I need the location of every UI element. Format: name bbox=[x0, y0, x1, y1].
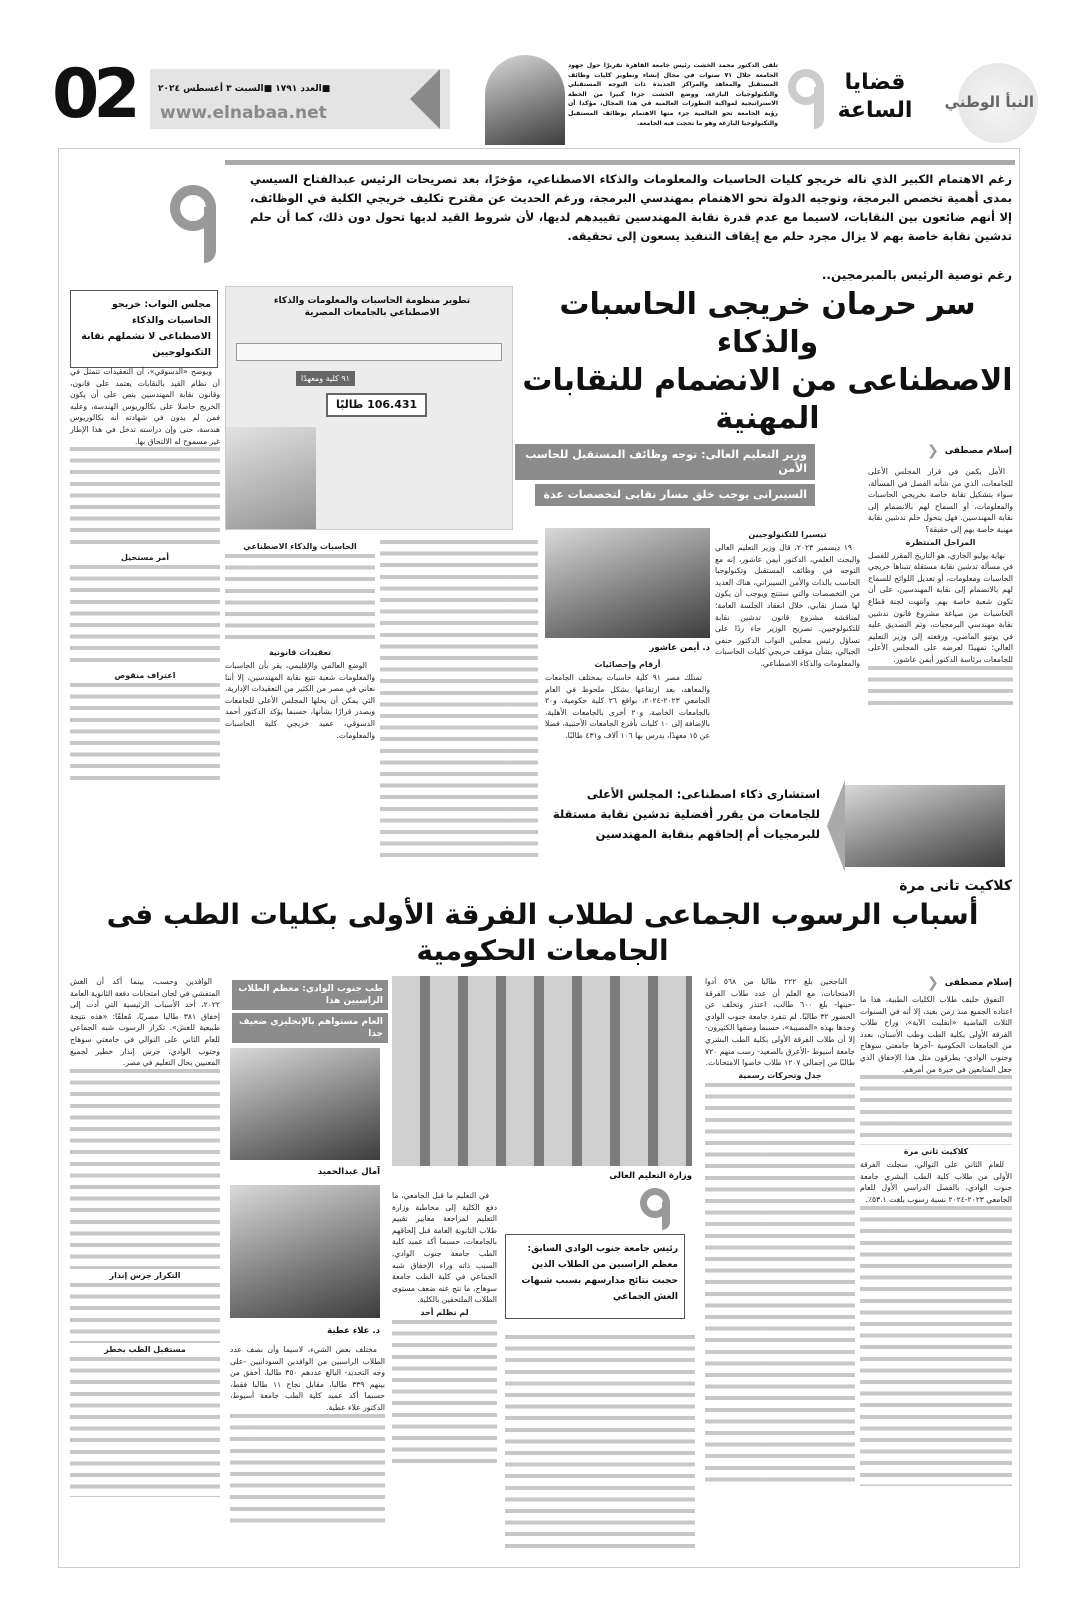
a2-column-3b bbox=[505, 1335, 695, 1555]
section-nine-mark bbox=[788, 69, 828, 129]
column-6: الحاسبات والذكاء الاصطناعي تعقيدات قانونية الوضع العالمي والإقليمي، يقر بأن الحاسبات والمعلومات شعبة تتبع نقابة المهندسين، إلا أننا نعاني في مصر من الكثير من التعقيدات الإدارية، التي يمكن أن يحلها المجلس الأعلى للجامعات ويصدر قرارًا بشأنها، حسبما يؤكد الدكتور أحمد الدسوقي، عميد خريجي كلية الحاسبات والمعلومات. bbox=[225, 542, 375, 740]
caption-building: وزارة التعليم العالى bbox=[609, 1171, 692, 1181]
chevron-right-icon bbox=[827, 780, 845, 872]
issue-info: ■العدد ١٧٩١ ■السبت ٣ أغسطس ٢٠٢٤ bbox=[158, 84, 331, 94]
sidebox: مجلس النواب: خريجو الحاسبات والذكاء الاصطناعى لا تشملهم نقابة التكنولوجيين bbox=[70, 290, 218, 368]
photo-amal bbox=[230, 1048, 380, 1160]
subhead-1: وزير التعليم العالى: توجه وظائف المستقبل للحاسب الأمن bbox=[515, 444, 815, 480]
subhead-2: السيبرانى يوجب خلق مسار نقابى لتخصصات عدة bbox=[535, 484, 815, 506]
quote-text: استشارى ذكاء اصطناعى: المجلس الأعلى للجامعات من يقرر أفضلية تدشين نقابة مستقلة للبرمجيات أم إلحاقهم بنقابة المهندسين bbox=[552, 787, 820, 841]
photo-ministry-building bbox=[392, 976, 692, 1166]
page-number: 02 bbox=[52, 55, 135, 134]
a2-column-2: الناجحين بلغ ٢٢٢ طالبا من ٥٦٨ أدوا الامتحانات، مع العلم أن عدد طلاب الفرقة -حينها- بلغ ٦٠٠ طالب، اعتذر وتخلف عن الحضور ٣٢ طالبًا. لم تنفرد جامعة جنوب الوادي وحدها بهذه «المصيبة»، حسبما وصفها الكثيرون- إلا أن طلاب الفرقة الأولى بكلية الطب البشري جامعة أسيوط -الأعرق بالصعيد- رسب منهم ٧٢٠ طالبًا من إجمالي ١٢٠٧ طلاب خاضوا الامتحانات. جدل وتحركات رسمية bbox=[705, 976, 855, 1483]
a2-column-1: التفوق حليف طلاب الكليات الطبية، هذا ما اعتاده الجميع منذ زمن بعيد، إلا أنه في السنوات الثلاث الماضية «انقلبت الآية»، وراح طلاب الفرقة الأولى بكلية الطب وطب الأسنان، بعدد من الجامعات الحكومية -آخرها جامعتي سوهاج وجنوب الوادي- يطرقون مثل هذا الإخفاق الذي جعل المتابعين في حيرة من أمرهم. كلاكيت ثاني مرة للعام الثاني على التوالي، سجلت الفرقة الأولى من طلاب كلية الطب البشري جامعة جنوب الوادي، بالفصل الدراسي الأول للعام الجامعي ٢٠٢٣-٢٠٢٤ نسبة رسوب بلغت ٥٣.١٪. bbox=[860, 994, 1012, 1486]
photo-ayman-ashour bbox=[545, 528, 710, 638]
author-byline: إسلام مصطفى ❮ bbox=[926, 443, 1012, 459]
article2-kicker: كلاكيت تانى مرة bbox=[899, 878, 1012, 894]
decorative-nine-mark bbox=[640, 1188, 680, 1230]
infographic-badge: ٩١ كلية ومعهدًا bbox=[296, 371, 355, 386]
chevron-left-icon bbox=[410, 69, 440, 129]
infographic-figure: 106.431 طالبًا bbox=[326, 393, 427, 417]
column-2: تيسيرا للتكنولوجيين ١٩ ديسمبر ٢٠٢٣، قال وزير التعليم العالي والبحث العلمي، الدكتور أيمن عاشور، إنه مع التوجه في وظائف المستقبل وتكنولوجيا الحاسب بالذات والأمن السيبراني، هناك العديد من التخصصات والتي ستنتج ويوجب أن يكون لها مسار نقابي، خلال انعقاد الجلسة العامة؛ لمناقشة مشروع قانون تدشين نقابة للتكنولوجيين. تصريح الوزير جاء ردًا على تساؤل رئيس مجلس النواب الدكتور حنفي الجبالي، بشأن موقف خريجي كليات الحاسبات والمعلومات والذكاء الاصطناعي. bbox=[715, 530, 860, 668]
infographic bbox=[225, 286, 513, 530]
teaser-text: تلقى الدكتور محمد الخشت رئيس جامعة القاهرة تقريرًا حول جهود الجامعة خلال ٧١ سنوات في مجال إنشاء وتطوير كليات وظائف المستقبل والمعاهد والمراكز الجديدة ذات التوجه المستقبلي والتكنولوجيات البازغة، ووضع الخشت جزءا كبيرا من الخطة الاستراتيجية لمواكبة التطورات العالمية في هذا المجال، مؤكدا أن رؤية الجامعة نحو العالمية جزء منها الاهتمام بوظائف المستقبل والتكنولوجيا البازغة وهو ما تحجت فيه الجامعة. bbox=[568, 62, 778, 127]
overlay-2: العام مستواهم بالإنجليزي ضعيف جدا bbox=[232, 1013, 388, 1043]
caption-amal: آمال عبدالحميد bbox=[317, 1167, 380, 1177]
logo[interactable]: النبأ الوطني bbox=[946, 63, 1038, 143]
chevron-left-icon: ❮ bbox=[926, 975, 939, 991]
article-headline: سر حرمان خريجى الحاسبات والذكاء الاصطناعى من الانضمام للنقابات المهنية bbox=[522, 287, 1013, 436]
caption-alaa: د. علاء عطية bbox=[327, 1326, 380, 1336]
a2-column-5: الوافدين وحسب، بينما أكد أن الغش المتفشي في لجان امتحانات دفعة الثانوية العامة ٢٠٢٢، أحد الأسباب الرئيسية التي أدت إلى إخفاق ٣٨١ طالبا مصريًا، مُعلقًا: «هذه نتيجة طبيعية للغش». تكرار الرسوب شبه الجماعي للعام الثاني على التوالي في جامعتي سوهاج وجنوب الوادي، جرس إنذار خطير لجميع المعنيين بحال التعليم في مصر. التكرار جرس إنذار مستقبل الطب بخطر bbox=[70, 976, 220, 1497]
column-7: ويوضح «الدسوقي»، أن التعقيدات تتمثل في أن نظام القيد بالنقابات يعتمد على قانون، وقانون نقابة المهندسين ينص على أن يكون الخريج حاصلا على بكالوريوس الهندسة، وعليه فمن لم يدون في شهادته أنه بكالوريوس هندسة، حتى وإن دراسته تدخل في هذا الإطار غير مسموح له الالتحاق بها. أمر مستحيل اعتراف منقوص bbox=[70, 366, 220, 787]
overlays bbox=[232, 980, 388, 1043]
photo-caption: د. أيمن عاشور bbox=[649, 643, 710, 653]
overlay-1: طب جنوب الوادي: معظم الطلاب الراسبين هذا bbox=[232, 980, 388, 1010]
article2-author: إسلام مصطفى ❮ bbox=[926, 975, 1012, 991]
quote-box-2: رئيس جامعة جنوب الوادي السابق: معظم الراسبين من الطلاب الذين حجبت نتائج مدارسهم بسبب شبهات الغش الجماعي bbox=[505, 1234, 685, 1319]
decorative-bar bbox=[225, 160, 1015, 166]
subheads bbox=[515, 444, 815, 506]
masthead bbox=[0, 55, 1076, 150]
column-5 bbox=[380, 540, 538, 865]
a2-column-3: في التعليم ما قبل الجامعي، ما دفع الكلية إلى مخاطبة وزارة التعليم لمراجعة معايير تقييم طلاب الثانوية العامة قبل إلحاقهم بالجامعات، حسبما أكد عميد كلية الطب جامعة جنوب الوادي. السبب ذاته وراء الإخفاق شبه الجماعي في كلية الطب جامعة سوهاج، ما نتج عنه ضعف مستوى الطلاب الملتحقين بالكلية. لم نظلم أحد bbox=[392, 1190, 497, 1470]
chevron-left-icon: ❮ bbox=[926, 443, 939, 459]
article2-headline: أسباب الرسوب الجماعى لطلاب الفرقة الأولى بكليات الطب فى الجامعات الحكومية bbox=[106, 898, 979, 967]
section-title: قضايا الساعة bbox=[837, 70, 913, 123]
infographic-tabs bbox=[236, 343, 502, 361]
article-kicker: رغم توصية الرئيس بالمبرمجين.. bbox=[821, 268, 1012, 282]
quote-photo bbox=[845, 785, 1005, 867]
a2-column-4: مختلف بعض الشيء، لاسيما وأن نصف عدد الطلاب الراسبين من الوافدين السودانيين -على وجه التحديد- البالغ عددهم ٣٥٠ طالبا، أخفق من بينهم ٣٣٩ طالبا، مقابل نجاح ١١ طالبا فقط، حسبما أكد عميد كلية الطب جامعة أسيوط، الدكتور علاء عطية. bbox=[230, 1344, 385, 1524]
infographic-title: تطوير منظومة الحاسبات والمعلومات والذكاء الاصطناعي بالجامعات المصرية bbox=[273, 296, 471, 318]
decorative-nine-mark bbox=[170, 185, 220, 265]
article-intro: رغم الاهتمام الكبير الذي ناله خريجو كليات الحاسبات والمعلومات والذكاء الاصطناعي، مؤخرًا، بعد تصريحات الرئيس عبدالفتاح السيسي بمدى أهمية تخصص البرمجة، وتوجيه الدولة نحو الاهتمام بمهندسي البرمجة، ورغم الحديث عن مقترح تكليف خريجي الكلية في الوظائف، إلا أنهم ضائعون بين النقابات، لاسيما مع عدم قدرة نقابة المهندسين تقييدهم لديها، لأن شروط القيد لديها تحول دون ذلك، كما أن حلم تدشين نقابة خاصة بهم لا يزال مجرد حلم مع إيقاف التنفيذ يسعون إلى تحقيقه. bbox=[250, 172, 1012, 243]
infographic-image bbox=[226, 427, 316, 529]
website-link[interactable]: www.elnabaa.net bbox=[160, 103, 327, 123]
quote-box bbox=[545, 780, 1015, 872]
teaser-photo bbox=[485, 55, 565, 145]
photo-alaa bbox=[230, 1185, 380, 1318]
column-1: الأمل يكمن في قرار المجلس الأعلى للجامعات، الذي من شأنه الفصل في المسألة، سواء بتشكيل نقابة خاصة بخريجي الحاسبات والمعلومات، أو السماح لهم بالانضمام إلى نقابة المهندسين. فهل يتحول حلم تدشين نقابة مهنية خاصة بهم إلى حقيقة؟ المراحل المنتظرة نهاية يوليو الجاري، هو التاريخ المقرر للفصل في مسألة تدشين نقابة مستقلة تتبناها خريجي الحاسبات ومعلومات، أو تعديل اللوائح للسماح لهم بالانضمام إلى نقابة المهندسين، على أن تكون شعبة خاصة بهم. وانتهت لجنة قطاع الحاسبات من صياغة مشروع قانون تدشين نقابة مهندسي البرمجيات، وتم التصديق عليه في يونيو الماضي، ورفعته إلى وزير التعليم العالي؛ تمهيدًا لعرضه على المجلس الأعلى للجامعات برئاسة الدكتور أيمن عاشور. bbox=[868, 466, 1013, 712]
column-4: أرقام وإحصائيات تمتلك مصر ٩١ كلية حاسبات بمختلف الجامعات والمعاهد، بعد ارتفاعها بشكل ملحوظ في العام الجامعي ٢٠٢٣-٢٠٢٤، بواقع ٢٦ كلية حكومية، و٢٠ بالجامعات الخاصة، و٢٠ أخرى بالجامعات الأهلية، بالإضافة إلى ١٠ كليات بأفرع الجامعات الأجنبية، فضلا عن ١٥ معهدًا، يدرس بها ١٠٦ آلاف و٤٣١ طالبًا. bbox=[545, 660, 710, 740]
